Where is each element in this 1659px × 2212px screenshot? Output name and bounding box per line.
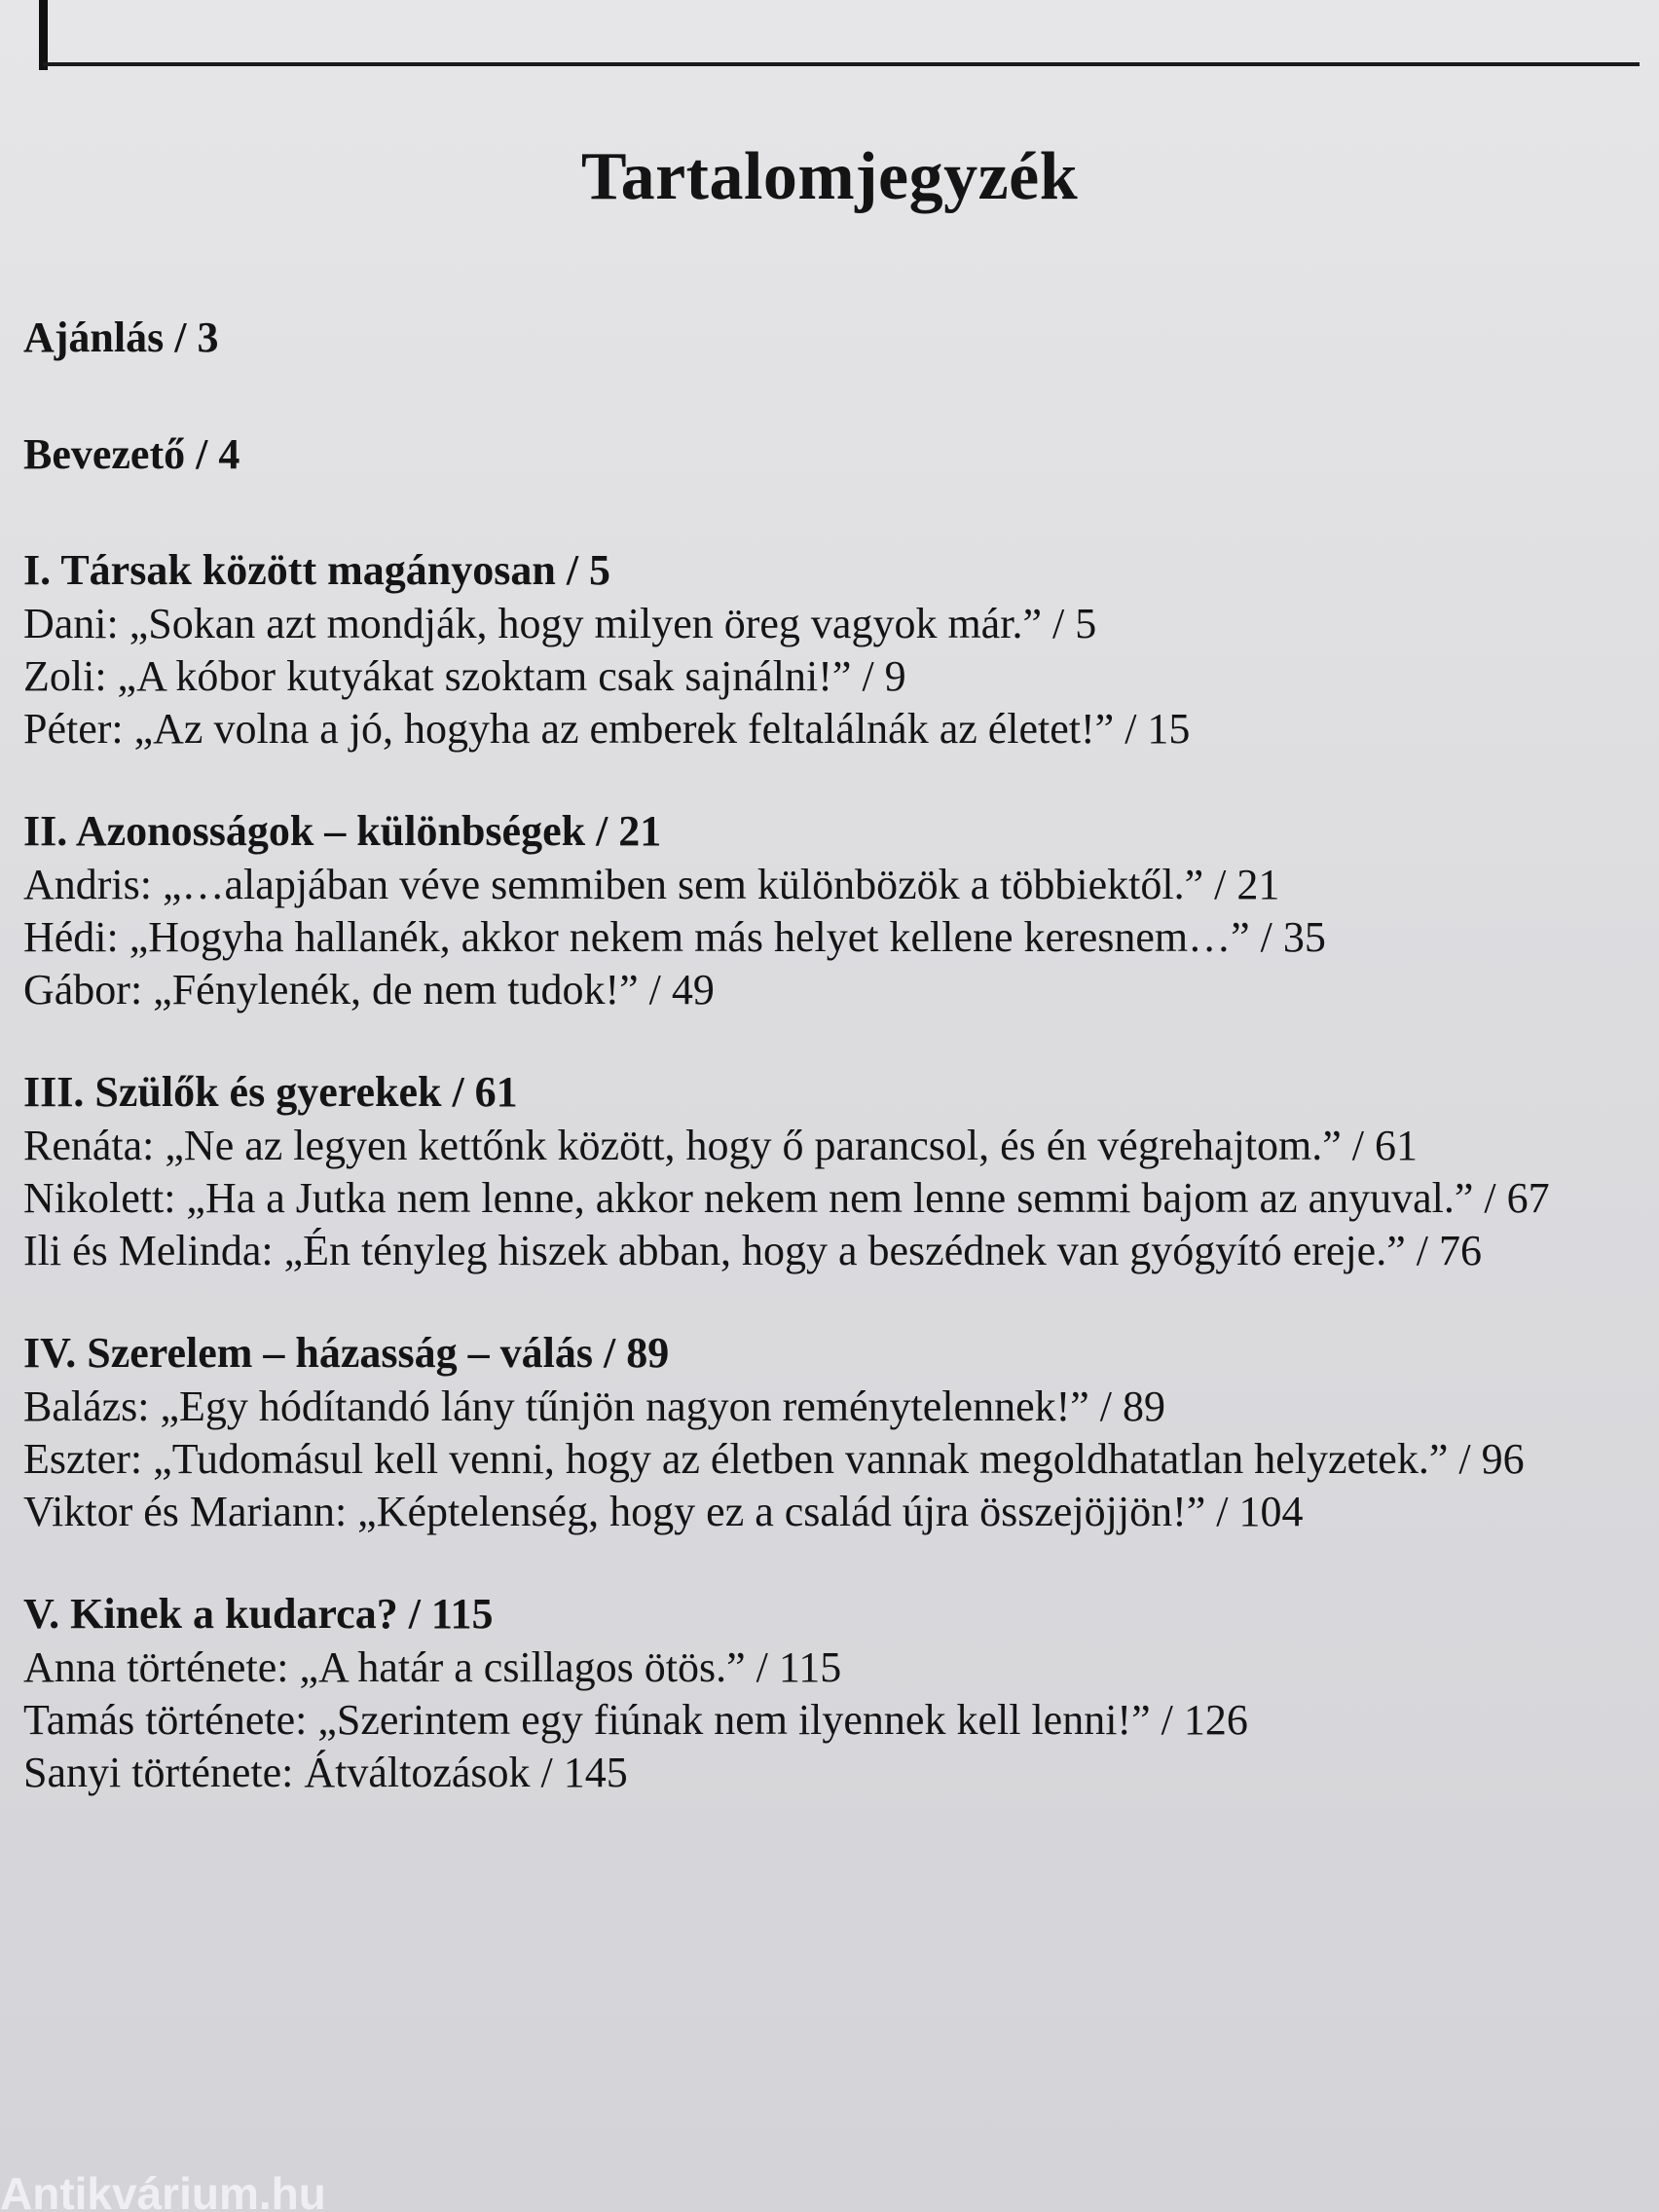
toc-item: Anna története: „A határ a csillagos ötös.” / 115 xyxy=(23,1643,842,1691)
toc-item: Nikolett: „Ha a Jutka nem lenne, akkor nekem nem lenne semmi bajom az anyuval.” / 67 xyxy=(23,1174,1550,1222)
toc-item: Zoli: „A kóbor kutyákat szoktam csak sajnálni!” / 9 xyxy=(23,652,906,700)
header-rule xyxy=(43,62,1640,66)
page-title: Tartalomjegyzék xyxy=(580,139,1079,214)
toc-item: Hédi: „Hogyha hallanék, akkor nekem más helyet kellene keresnem…” / 35 xyxy=(23,913,1326,961)
toc-item: Viktor és Mariann: „Képtelenség, hogy ez a család újra összejöjjön!” / 104 xyxy=(23,1488,1304,1535)
table-of-contents xyxy=(23,310,1640,1848)
toc-item: Balázs: „Egy hódítandó lány tűnjön nagyon reménytelennek!” / 89 xyxy=(23,1382,1166,1430)
header-marker xyxy=(39,0,48,70)
toc-section-1 xyxy=(23,543,1640,756)
toc-entry-bevezeto: Bevezető / 4 xyxy=(23,430,240,478)
toc-item: Gábor: „Fénylenék, de nem tudok!” / 49 xyxy=(23,966,715,1014)
toc-item: Péter: „Az volna a jó, hogyha az emberek feltalálnák az életet!” / 15 xyxy=(23,705,1191,753)
section-heading: IV. Szerelem – házasság – válás / 89 xyxy=(23,1329,670,1377)
toc-section-4 xyxy=(23,1326,1640,1538)
toc-item: Sanyi története: Átváltozások / 145 xyxy=(23,1749,628,1796)
section-heading: I. Társak között magányosan / 5 xyxy=(23,546,611,594)
toc-section-5 xyxy=(23,1587,1640,1799)
toc-entry-ajanlas: Ajánlás / 3 xyxy=(23,313,219,361)
toc-item: Andris: „…alapjában véve semmiben sem különbözök a többiektől.” / 21 xyxy=(23,861,1280,908)
toc-item: Dani: „Sokan azt mondják, hogy milyen öreg vagyok már.” / 5 xyxy=(23,600,1097,647)
toc-item: Ili és Melinda: „Én tényleg hiszek abban, hogy a beszédnek van gyógyító ereje.” / 76 xyxy=(23,1227,1482,1274)
watermark-text: Antikvárium.hu xyxy=(0,2168,326,2212)
section-heading: III. Szülők és gyerekek / 61 xyxy=(23,1068,518,1116)
section-heading: V. Kinek a kudarca? / 115 xyxy=(23,1590,494,1638)
toc-section-2 xyxy=(23,804,1640,1016)
toc-item: Eszter: „Tudomásul kell venni, hogy az életben vannak megoldhatatlan helyzetek.” / 96 xyxy=(23,1435,1525,1483)
toc-item: Renáta: „Ne az legyen kettőnk között, hogy ő parancsol, és én végrehajtom.” / 61 xyxy=(23,1122,1418,1169)
toc-item: Tamás története: „Szerintem egy fiúnak nem ilyennek kell lenni!” / 126 xyxy=(23,1696,1248,1744)
toc-section-3 xyxy=(23,1065,1640,1277)
section-heading: II. Azonosságok – különbségek / 21 xyxy=(23,807,662,855)
